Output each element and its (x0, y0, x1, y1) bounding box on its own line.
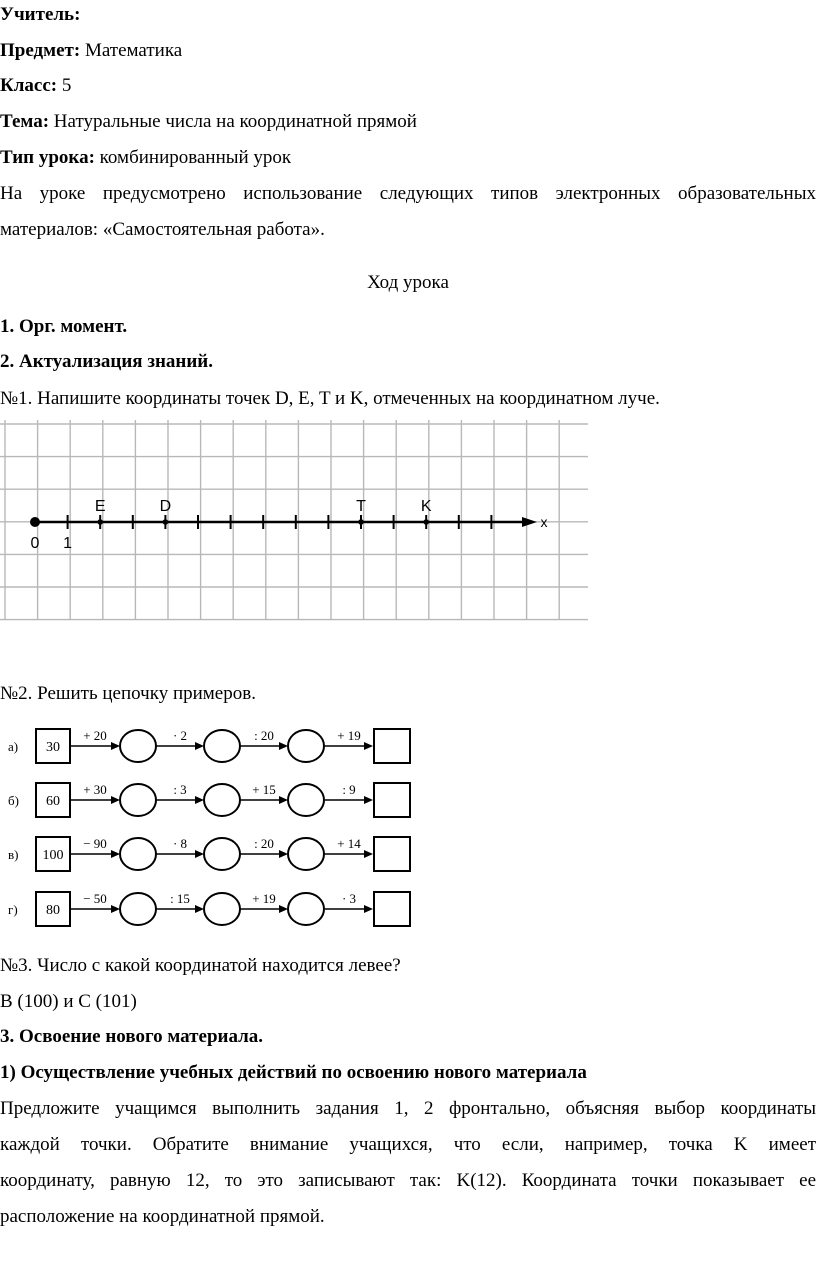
section-3-heading: 3. Освоение нового материала. (0, 1026, 264, 1047)
teacher-label: Учитель: (0, 4, 81, 25)
topic-line (0, 110, 417, 134)
operation-label: : 20 (254, 836, 274, 851)
point-label-k: K (420, 498, 432, 515)
grade-line (0, 74, 71, 98)
operation-label: · 2 (172, 728, 188, 743)
chain-arrowhead (364, 796, 373, 804)
chain-arrowhead (364, 850, 373, 858)
chain-arrowhead (279, 905, 288, 913)
chain-letter: г) (8, 902, 18, 917)
origin-point (30, 517, 40, 527)
chain-row (8, 782, 410, 817)
operation-label: − 50 (83, 891, 107, 906)
grade-value: 5 (61, 75, 72, 96)
chain-arrowhead (279, 796, 288, 804)
point-label-e: E (94, 498, 106, 515)
coordinate-ray-figure (0, 420, 590, 625)
point-label-d: D (159, 498, 172, 515)
operation-label: · 3 (341, 891, 357, 906)
point-marker-t (358, 519, 364, 525)
operation-label: − 90 (83, 836, 107, 851)
answer-circle (120, 730, 156, 762)
grade-label: Класс: (0, 75, 58, 96)
chain-letter: б) (8, 793, 19, 808)
chain-arrowhead (195, 742, 204, 750)
lesson-type-line (0, 146, 291, 170)
subject-label: Предмет: (0, 40, 81, 61)
task-3-text: №3. Число с какой координатой находится левее? (0, 955, 401, 976)
start-value: 60 (46, 794, 60, 809)
start-value: 30 (46, 740, 60, 755)
chain-arrowhead (111, 742, 120, 750)
answer-circle (288, 730, 324, 762)
operation-label: : 20 (254, 728, 274, 743)
task-2-text: №2. Решить цепочку примеров. (0, 683, 256, 704)
result-box (374, 892, 410, 926)
answer-circle (204, 893, 240, 925)
operation-label: + 15 (252, 782, 276, 797)
answer-circle (204, 784, 240, 816)
chain-row (8, 728, 410, 763)
answer-circle (204, 838, 240, 870)
operation-label: · 8 (172, 836, 188, 851)
lesson-progress-title: Ход урока (367, 272, 449, 293)
topic-label: Тема: (0, 111, 50, 132)
subject-line (0, 39, 182, 63)
chain-arrowhead (111, 850, 120, 858)
result-box (374, 783, 410, 817)
answer-circle (120, 838, 156, 870)
chain-arrowhead (279, 850, 288, 858)
task-3-options: В (100) и С (101) (0, 991, 137, 1012)
answer-circle (204, 730, 240, 762)
section-1-heading: 1. Орг. момент. (0, 316, 128, 337)
subject-value: Математика (84, 40, 183, 61)
chain-arrowhead (195, 850, 204, 858)
paragraph-line-1: Предложите учащимся выполнить задания 1, 2 фронтально, объясняя выбор координаты (0, 1098, 816, 1119)
chain-row (8, 836, 410, 871)
result-box (374, 837, 410, 871)
point-marker-k (423, 519, 429, 525)
point-label-t: T (356, 498, 366, 515)
tick-label: 0 (30, 535, 40, 552)
chain-letter: в) (8, 847, 19, 862)
start-value: 100 (42, 848, 64, 863)
chain-arrowhead (364, 905, 373, 913)
result-box (374, 729, 410, 763)
subsection-1-heading: 1) Осуществление учебных действий по освоению нового материала (0, 1062, 587, 1083)
operation-label: + 30 (83, 782, 107, 797)
grid (0, 420, 588, 620)
tick-label: 1 (63, 535, 73, 552)
answer-circle (120, 893, 156, 925)
paragraph-line-2: каждой точки. Обратите внимание учащихся, что если, например, точка K имеет (0, 1134, 816, 1155)
chain-letter: а) (8, 739, 19, 754)
answer-circle (288, 838, 324, 870)
chain-arrowhead (279, 742, 288, 750)
chain-arrowhead (364, 742, 373, 750)
answer-circle (288, 893, 324, 925)
chain-arrowhead (111, 796, 120, 804)
operation-label: + 19 (337, 728, 361, 743)
answer-circle (120, 784, 156, 816)
answer-circle (288, 784, 324, 816)
paragraph-line-4: расположение на координатной прямой. (0, 1206, 325, 1227)
axis-arrowhead (522, 517, 537, 527)
point-marker-e (97, 519, 103, 525)
task-1-text: №1. Напишите координаты точек D, E, T и K, отмеченных на координатном луче. (0, 388, 660, 409)
operation-label: + 20 (83, 728, 107, 743)
lesson-type-label: Тип урока: (0, 147, 95, 168)
lesson-type-value: комбинированный урок (99, 147, 292, 168)
operation-label: + 14 (337, 836, 361, 851)
start-value: 80 (46, 903, 60, 918)
operation-label: : 15 (170, 891, 190, 906)
intro-line-2: материалов: «Самостоятельная работа». (0, 219, 325, 240)
operation-label: : 3 (173, 782, 187, 797)
chain-arrowhead (111, 905, 120, 913)
axis-label: x (540, 514, 548, 530)
coordinate-ray (30, 498, 548, 552)
chain-row (8, 891, 410, 926)
chain-arrowhead (195, 796, 204, 804)
intro-line-1: На уроке предусмотрено использование следующих типов электронных образовательных (0, 183, 816, 204)
operation-label: + 19 (252, 891, 276, 906)
chain-arrowhead (195, 905, 204, 913)
operation-label: : 9 (342, 782, 356, 797)
example-chains-figure (0, 712, 430, 932)
paragraph-line-3: координату, равную 12, то это записывают так: K(12). Координата точки показывает ее (0, 1170, 816, 1191)
section-2-heading: 2. Актуализация знаний. (0, 351, 214, 372)
topic-value: Натуральные числа на координатной прямой (53, 111, 417, 132)
point-marker-d (163, 519, 169, 525)
